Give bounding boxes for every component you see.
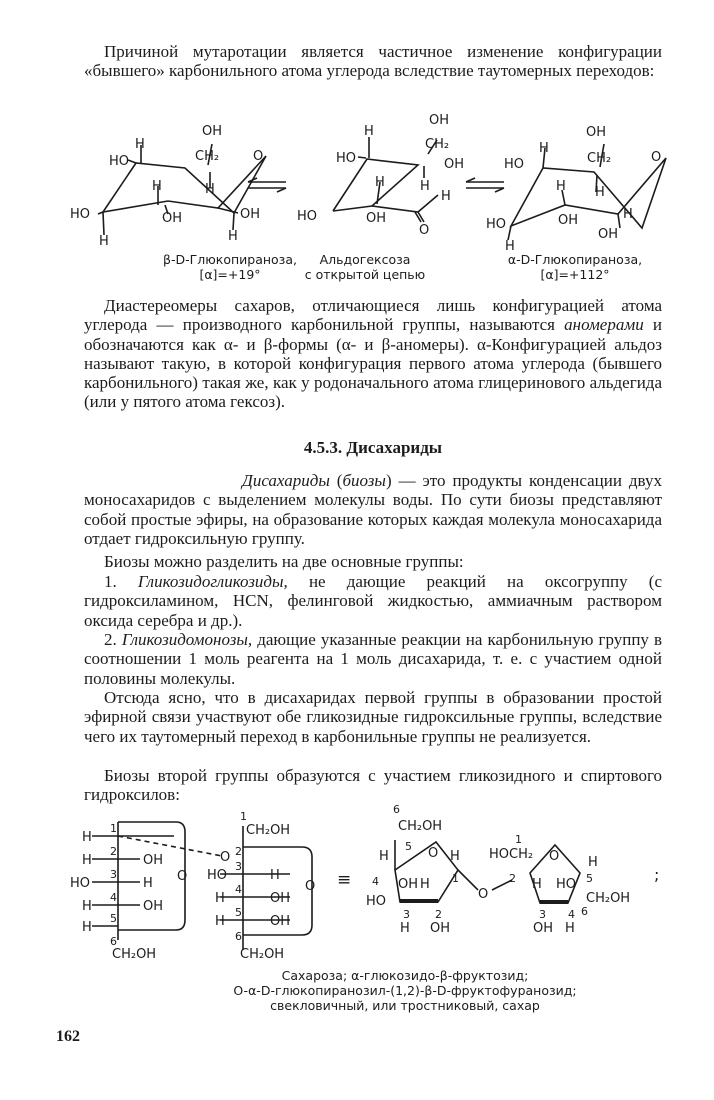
groups-paragraph: Биозы можно разделить на две основные группы: [104, 552, 464, 571]
label-h: H [420, 179, 430, 194]
label-h: H [420, 877, 430, 892]
list-term: Гликозидомонозы, [121, 630, 253, 649]
label-ho: HO [336, 151, 357, 166]
carbon-number: 3 [110, 868, 117, 881]
section-heading: 4.5.3. Дисахариды [303, 438, 443, 457]
label-h: H [565, 921, 575, 936]
label-oh: OH [270, 914, 291, 929]
label-oh: OH [429, 113, 450, 128]
beta-rotation: [α]=+19° [199, 267, 261, 282]
label-o: O [478, 887, 489, 902]
label-h: H [379, 849, 389, 864]
label-oh: OH [366, 211, 387, 226]
beta-name: β-D-Глюкопираноза, [163, 252, 297, 267]
page-number: 162 [56, 1028, 80, 1045]
label-ch2oh: CH₂OH [586, 891, 631, 906]
carbon-number: 6 [110, 935, 117, 948]
label-ho: HO [366, 894, 387, 909]
label-h: H [623, 207, 633, 222]
caption-line: O-α-D-глюкопиранозил-(1,2)-β-D-фруктофуранозид; [233, 983, 577, 998]
label-oh: OH [398, 877, 419, 892]
open-subtitle: с открытой цепью [304, 267, 426, 282]
label-h: H [270, 868, 280, 883]
label-oh: OH [143, 853, 164, 868]
label-h: H [588, 855, 598, 870]
equivalence-sign: ≡ [337, 870, 352, 890]
label-ch2oh: CH₂OH [240, 947, 285, 962]
label-o: O [177, 869, 188, 884]
label-ho: HO [70, 207, 91, 222]
disaccharides-paragraph: Дисахариды (биозы) — это продукты конденсации двух моносахаридов с выделением молекулы воды. По сути биозы представляют собой простые эфиры, на образование которых каждая молекула моносахарида отдает гидроксильную группу. [84, 471, 662, 548]
label-o: O [651, 150, 662, 165]
label-h: H [135, 137, 145, 152]
label-oh: OH [586, 125, 607, 140]
label-ch2: CH₂ [587, 151, 612, 166]
carbon-number: 3 [403, 908, 410, 921]
carbon-number: 1 [452, 872, 459, 885]
label-ho: HO [486, 217, 507, 232]
label-oh: OH [533, 921, 554, 936]
label-h: H [215, 914, 225, 929]
carbon-number: 3 [235, 860, 242, 873]
caption-line: Сахароза; α-глюкозидо-β-фруктозид; [281, 968, 529, 983]
label-ch2oh: CH₂OH [112, 947, 157, 962]
label-h: H [205, 182, 215, 197]
carbon-number: 1 [240, 810, 247, 823]
label-ho: HO [109, 154, 130, 169]
label-h: H [215, 891, 225, 906]
carbon-number: 2 [509, 872, 516, 885]
label-h: H [364, 124, 374, 139]
label-h: H [82, 830, 92, 845]
first-group-paragraph: Отсюда ясно, что в дисахаридах первой группы в образовании простой эфирной связи участвуют обе гликозидные гидроксильные группы, вследствие чего их таутомерный переход в карбонильные группы не реализуется. [84, 688, 662, 746]
label-h: H [595, 185, 605, 200]
label-oh: OH [430, 921, 451, 936]
label-oh: OH [558, 213, 579, 228]
label-h: H [82, 899, 92, 914]
label-ho: HO [70, 876, 91, 891]
label-oh: OH [240, 207, 261, 222]
label-ho: HO [556, 877, 577, 892]
label-h: H [143, 876, 153, 891]
list-number: 1. [104, 572, 117, 591]
alpha-name: α-D-Глюкопираноза, [507, 252, 643, 267]
label-h: H [375, 175, 385, 190]
alpha-caption [490, 252, 660, 282]
label-oh: OH [202, 124, 223, 139]
label-h: H [505, 239, 515, 254]
disaccharides-term: Дисахариды [242, 471, 330, 490]
label-o: O [220, 850, 231, 865]
alpha-rotation: [α]=+112° [540, 267, 610, 282]
label-h: H [532, 877, 542, 892]
list-text: не дающие реакций на оксогруппу (с гидроксиламином, HCN, фелинговой жидкостью, аммиачным раствором оксида серебра и др.). [84, 572, 663, 630]
anomers-term: аномерами [564, 315, 644, 335]
anomers-paragraph [84, 296, 662, 412]
carbon-number: 4 [568, 908, 575, 921]
carbon-number: 6 [235, 930, 242, 943]
label-o: O [253, 149, 264, 164]
caption-line: свекловичный, или тростниковый, сахар [270, 998, 540, 1013]
label-oh: OH [598, 227, 619, 242]
list-term: Гликозидогликозиды, [137, 572, 288, 591]
label-oh: OH [143, 899, 164, 914]
carbon-number: 2 [435, 908, 442, 921]
carbon-number: 4 [372, 875, 379, 888]
label-ch2: CH₂ [195, 149, 220, 164]
label-h: H [539, 141, 549, 156]
semicolon: ; [654, 865, 660, 884]
label-ch2oh: CH₂OH [246, 823, 291, 838]
label-o: O [549, 849, 560, 864]
label-o: O [419, 223, 430, 238]
open-name: Альдогексоза [319, 252, 411, 267]
second-group-paragraph: Биозы второй группы образуются с участием гликозидного и спиртового гидроксилов: [84, 766, 662, 805]
label-ch2: CH₂ [425, 137, 450, 152]
label-h: H [441, 189, 451, 204]
disaccharides-text: — это продукты конденсации двух моносахаридов с выделением молекулы воды. По сути биозы представляют собой простые эфиры, на образование которых каждая молекула моносахарида отдает гидроксильную группу. [84, 471, 662, 548]
carbon-number: 1 [110, 822, 117, 835]
carbon-number: 5 [405, 840, 412, 853]
label-h: H [228, 229, 238, 244]
label-h: H [450, 849, 460, 864]
alpha-ring-chair [511, 158, 666, 228]
anomers-text-pre: Диастереомеры сахаров, отличающиеся лишь конфигурацией атома углерода — производного карбонильной группы, называются [84, 296, 662, 335]
label-h: H [82, 853, 92, 868]
open-caption [290, 252, 440, 282]
label-h: H [152, 179, 162, 194]
carbon-number: 5 [235, 906, 242, 919]
carbon-number: 5 [110, 912, 117, 925]
list-item [84, 572, 662, 630]
label-ho: HO [297, 209, 318, 224]
list-number: 2. [104, 630, 117, 649]
label-ho: HO [504, 157, 525, 172]
list-text: дающие указанные реакции на карбонильную группу в соотношении 1 моль реагента на 1 моль дисахарида, т. е. с участием одной половины молекулы. [84, 630, 663, 688]
intro-paragraph: Причиной мутаротации является частичное изменение конфигурации «бывшего» карбонильного атома углерода вследствие таутомерных переходов: [84, 42, 662, 81]
carbon-number: 4 [235, 883, 242, 896]
label-ch2oh: CH₂OH [398, 819, 443, 834]
label-hoch2: HOCH₂ [489, 847, 534, 862]
label-ho: HO [207, 868, 228, 883]
bioses-term: биозы [342, 471, 386, 490]
anomers-text-post: и обозначаются как α- и β-формы (α- и β-аномеры). α-Конфигурацией альдоз называют такую, в которой конфигурация первого атома углерода (бывшего карбонильного) такая же, как у родоначального атома глицеринового альдегида (или у пятого атома гексоз). [84, 315, 663, 412]
label-h: H [556, 179, 566, 194]
carbon-number: 2 [110, 845, 117, 858]
label-oh: OH [270, 891, 291, 906]
sucrose-caption [220, 968, 590, 1013]
label-o: O [428, 846, 439, 861]
carbon-number: 2 [235, 845, 242, 858]
carbon-number: 1 [515, 833, 522, 846]
label-h: H [82, 920, 92, 935]
label-oh: OH [444, 157, 465, 172]
carbon-number: 6 [393, 803, 400, 816]
carbon-number: 4 [110, 891, 117, 904]
list-item [84, 630, 662, 688]
carbon-number: 6 [581, 905, 588, 918]
label-h: H [99, 234, 109, 249]
label-oh: OH [162, 211, 183, 226]
carbon-number: 5 [586, 872, 593, 885]
label-o: O [305, 879, 316, 894]
label-h: H [400, 921, 410, 936]
carbon-number: 3 [539, 908, 546, 921]
